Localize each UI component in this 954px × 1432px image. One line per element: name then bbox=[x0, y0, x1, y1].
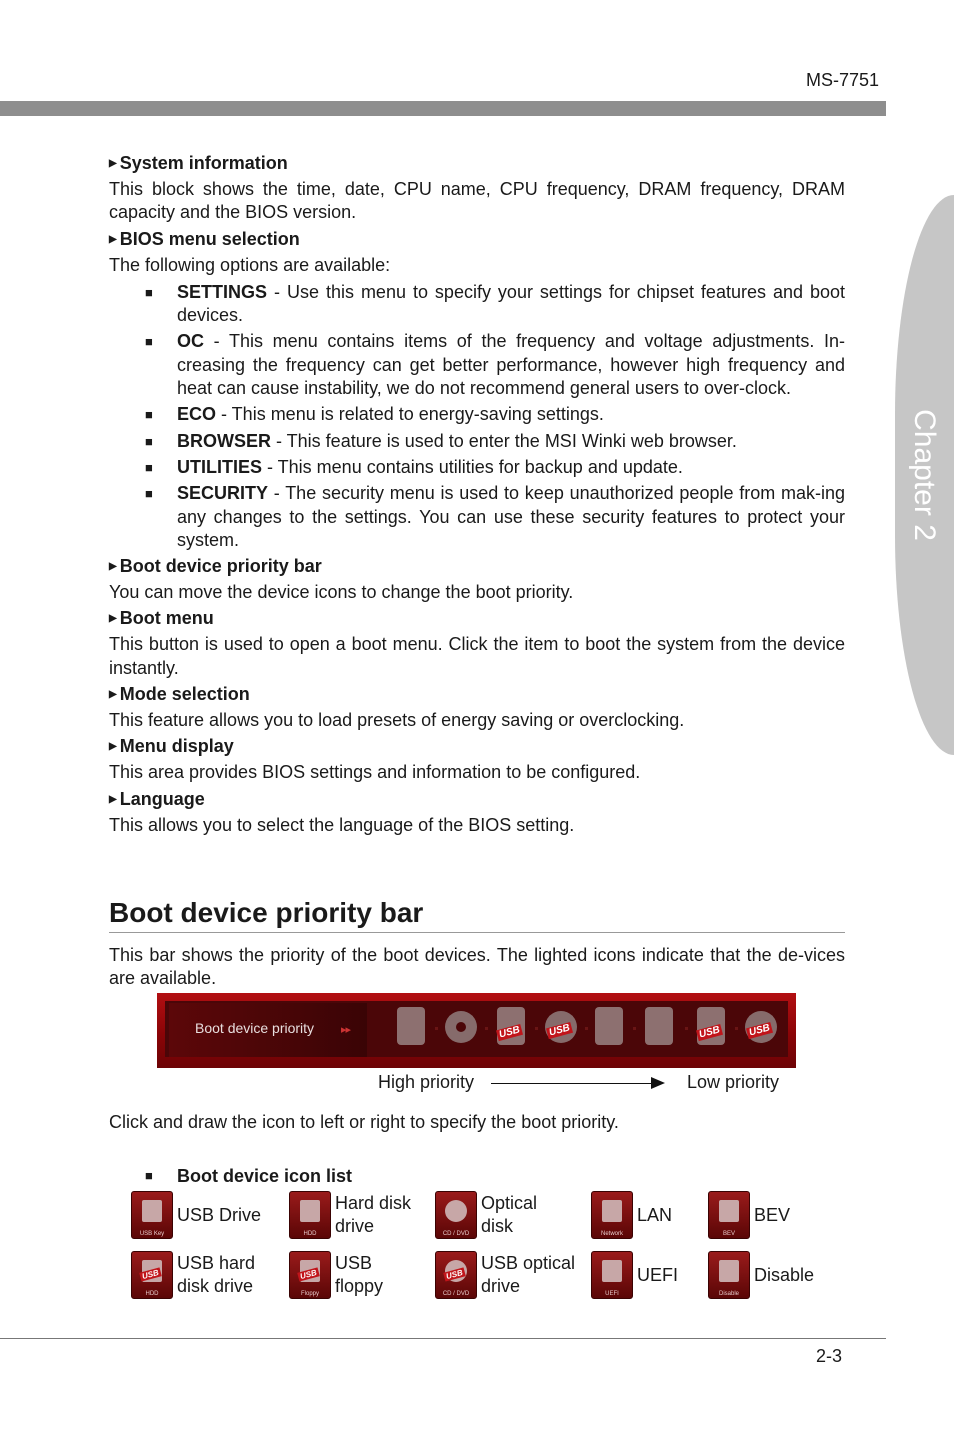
boot-intro-text: This bar shows the priority of the boot devices. The lighted icons indicate that the de-vices are available. bbox=[109, 945, 845, 989]
section-title: ▶ Menu display bbox=[109, 736, 234, 757]
usb-optical-icon: USB CD / DVD bbox=[435, 1251, 477, 1299]
section-text: This area provides BIOS settings and information to be configured. bbox=[109, 762, 641, 783]
lan-icon: Network bbox=[591, 1191, 633, 1239]
disc-hole bbox=[456, 1022, 466, 1032]
section-title: ▶ System information bbox=[109, 153, 288, 173]
section-text: This button is used to open a boot menu. Click the item to boot the system from the device instantly. bbox=[109, 634, 845, 678]
list-item: ■ SECURITY - The security menu is used to keep unauthorized people from mak-ing any changes to the settings. You can use these security features to protect your system. bbox=[145, 483, 845, 550]
separator bbox=[435, 1027, 438, 1030]
bev-icon: BEV bbox=[708, 1191, 750, 1239]
separator bbox=[585, 1027, 588, 1030]
double-arrow-icon: ▸▸ bbox=[341, 1024, 351, 1036]
lan-boot-icon[interactable] bbox=[645, 1007, 673, 1045]
square-bullet-icon: ■ bbox=[145, 334, 153, 350]
separator bbox=[485, 1027, 488, 1030]
section-text: You can move the device icons to change the boot priority. bbox=[109, 582, 574, 603]
section-title: ▶ BIOS menu selection bbox=[109, 228, 300, 249]
separator bbox=[633, 1027, 636, 1030]
optical-disk-icon: CD / DVD bbox=[435, 1191, 477, 1239]
usb-hard-disk-icon: USB HDD bbox=[131, 1251, 173, 1299]
section-text: This allows you to select the language of the BIOS setting. bbox=[109, 814, 575, 835]
section-text: The following options are available: bbox=[109, 254, 391, 275]
list-item: ■ OC - This menu contains items of the frequency and voltage adjustments. In-creasing the frequency can get better performance, however high frequency and heat can cause instability, we do not recommend general users to over-clock. bbox=[145, 331, 845, 399]
section-heading: Boot device priority bar bbox=[109, 897, 845, 933]
icon-list-item: CD / DVD Optical disk bbox=[435, 1191, 551, 1239]
page-number: 2-3 bbox=[816, 1346, 843, 1366]
list-item: ■ ECO - This menu is related to energy-saving settings. bbox=[109, 403, 845, 426]
section-title: ▶ Language bbox=[109, 788, 205, 809]
usb-tag: USB bbox=[547, 1022, 572, 1039]
usb-floppy-icon: USB Floppy bbox=[289, 1251, 331, 1299]
main-content bbox=[109, 152, 845, 840]
usb-tag: USB bbox=[497, 1024, 522, 1041]
separator bbox=[735, 1027, 738, 1030]
usb-hdd-boot-icon[interactable] bbox=[497, 1007, 525, 1045]
triangle-bullet-icon: ▶ bbox=[109, 741, 117, 753]
triangle-bullet-icon: ▶ bbox=[109, 689, 117, 701]
triangle-bullet-icon: ▶ bbox=[109, 158, 117, 169]
low-priority-label: Low priority bbox=[687, 1072, 780, 1092]
usb-floppy-boot-icon[interactable] bbox=[697, 1007, 725, 1045]
section-title: ▶ Mode selection bbox=[109, 684, 250, 705]
disable-icon: Disable bbox=[708, 1251, 750, 1299]
hdd-boot-icon[interactable] bbox=[397, 1007, 425, 1045]
section-text: This block shows the time, date, CPU name, CPU frequency, DRAM frequency, DRAM capacity and the BIOS version. bbox=[109, 179, 845, 223]
square-bullet-icon: ■ bbox=[145, 284, 153, 300]
uefi-icon: UEFI bbox=[591, 1251, 633, 1299]
hard-disk-icon: HDD bbox=[289, 1191, 331, 1239]
optical-boot-icon[interactable] bbox=[445, 1011, 477, 1043]
usb-drive-icon: USB Key bbox=[131, 1191, 173, 1239]
icon-list-item: USB CD / DVD USB optical drive bbox=[435, 1251, 591, 1299]
triangle-bullet-icon: ▶ bbox=[109, 613, 117, 625]
section-title: ▶ Boot menu bbox=[109, 608, 214, 629]
priority-arrow-icon bbox=[491, 1083, 651, 1084]
usb-drive-boot-icon[interactable] bbox=[595, 1007, 623, 1045]
icon-list-item: USB Key USB Drive bbox=[131, 1191, 261, 1239]
separator bbox=[685, 1027, 688, 1030]
list-item: ■ BROWSER - This feature is used to enter the MSI Winki web browser. bbox=[109, 430, 845, 453]
square-bullet-icon: ■ bbox=[145, 486, 153, 502]
usb-optical-boot-icon[interactable] bbox=[745, 1011, 777, 1043]
separator bbox=[535, 1027, 538, 1030]
section-text: This feature allows you to load presets of energy saving or overclocking. bbox=[109, 710, 685, 731]
menu-option-list bbox=[109, 281, 845, 552]
icon-list-item: HDD Hard disk drive bbox=[289, 1191, 425, 1239]
triangle-bullet-icon: ▶ bbox=[109, 561, 117, 573]
header-bar bbox=[0, 101, 886, 116]
square-bullet-icon: ■ bbox=[145, 407, 153, 423]
triangle-bullet-icon: ▶ bbox=[109, 233, 117, 245]
high-priority-label: High priority bbox=[378, 1072, 475, 1092]
icon-list-title: Boot device icon list bbox=[177, 1166, 353, 1186]
usb-tag: USB bbox=[747, 1022, 772, 1039]
footer-divider bbox=[0, 1338, 886, 1339]
icon-list-item: USB HDD USB hard disk drive bbox=[131, 1251, 287, 1299]
square-bullet-icon: ■ bbox=[145, 459, 153, 475]
chapter-tab bbox=[895, 195, 954, 755]
list-item: ■ SETTINGS - Use this menu to specify your settings for chipset features and boot devices. bbox=[145, 281, 845, 326]
bar-label: Boot device priority bbox=[195, 1020, 315, 1036]
model-number: MS-7751 bbox=[806, 70, 880, 90]
triangle-bullet-icon: ▶ bbox=[109, 793, 117, 805]
instruction-text: Click and draw the icon to left or right to specify the boot priority. bbox=[109, 1112, 619, 1132]
usb-tag: USB bbox=[697, 1024, 722, 1041]
square-bullet-icon: ■ bbox=[145, 433, 153, 449]
icon-list-item: USB Floppy USB floppy bbox=[289, 1251, 405, 1299]
icon-list-item: Network LAN bbox=[591, 1191, 672, 1239]
icon-list-item: BEV BEV bbox=[708, 1191, 790, 1239]
usb-optical-boot-icon[interactable] bbox=[545, 1011, 577, 1043]
icon-list-item: UEFI UEFI bbox=[591, 1251, 678, 1299]
square-bullet-icon: ■ bbox=[145, 1168, 153, 1183]
section-title: ▶ Boot device priority bar bbox=[109, 556, 322, 577]
list-item: ■ UTILITIES - This menu contains utilities for backup and update. bbox=[109, 456, 845, 479]
icon-list-item: Disable Disable bbox=[708, 1251, 814, 1299]
chapter-label: Chapter 2 bbox=[908, 409, 941, 541]
boot-priority-bar bbox=[157, 993, 796, 1068]
